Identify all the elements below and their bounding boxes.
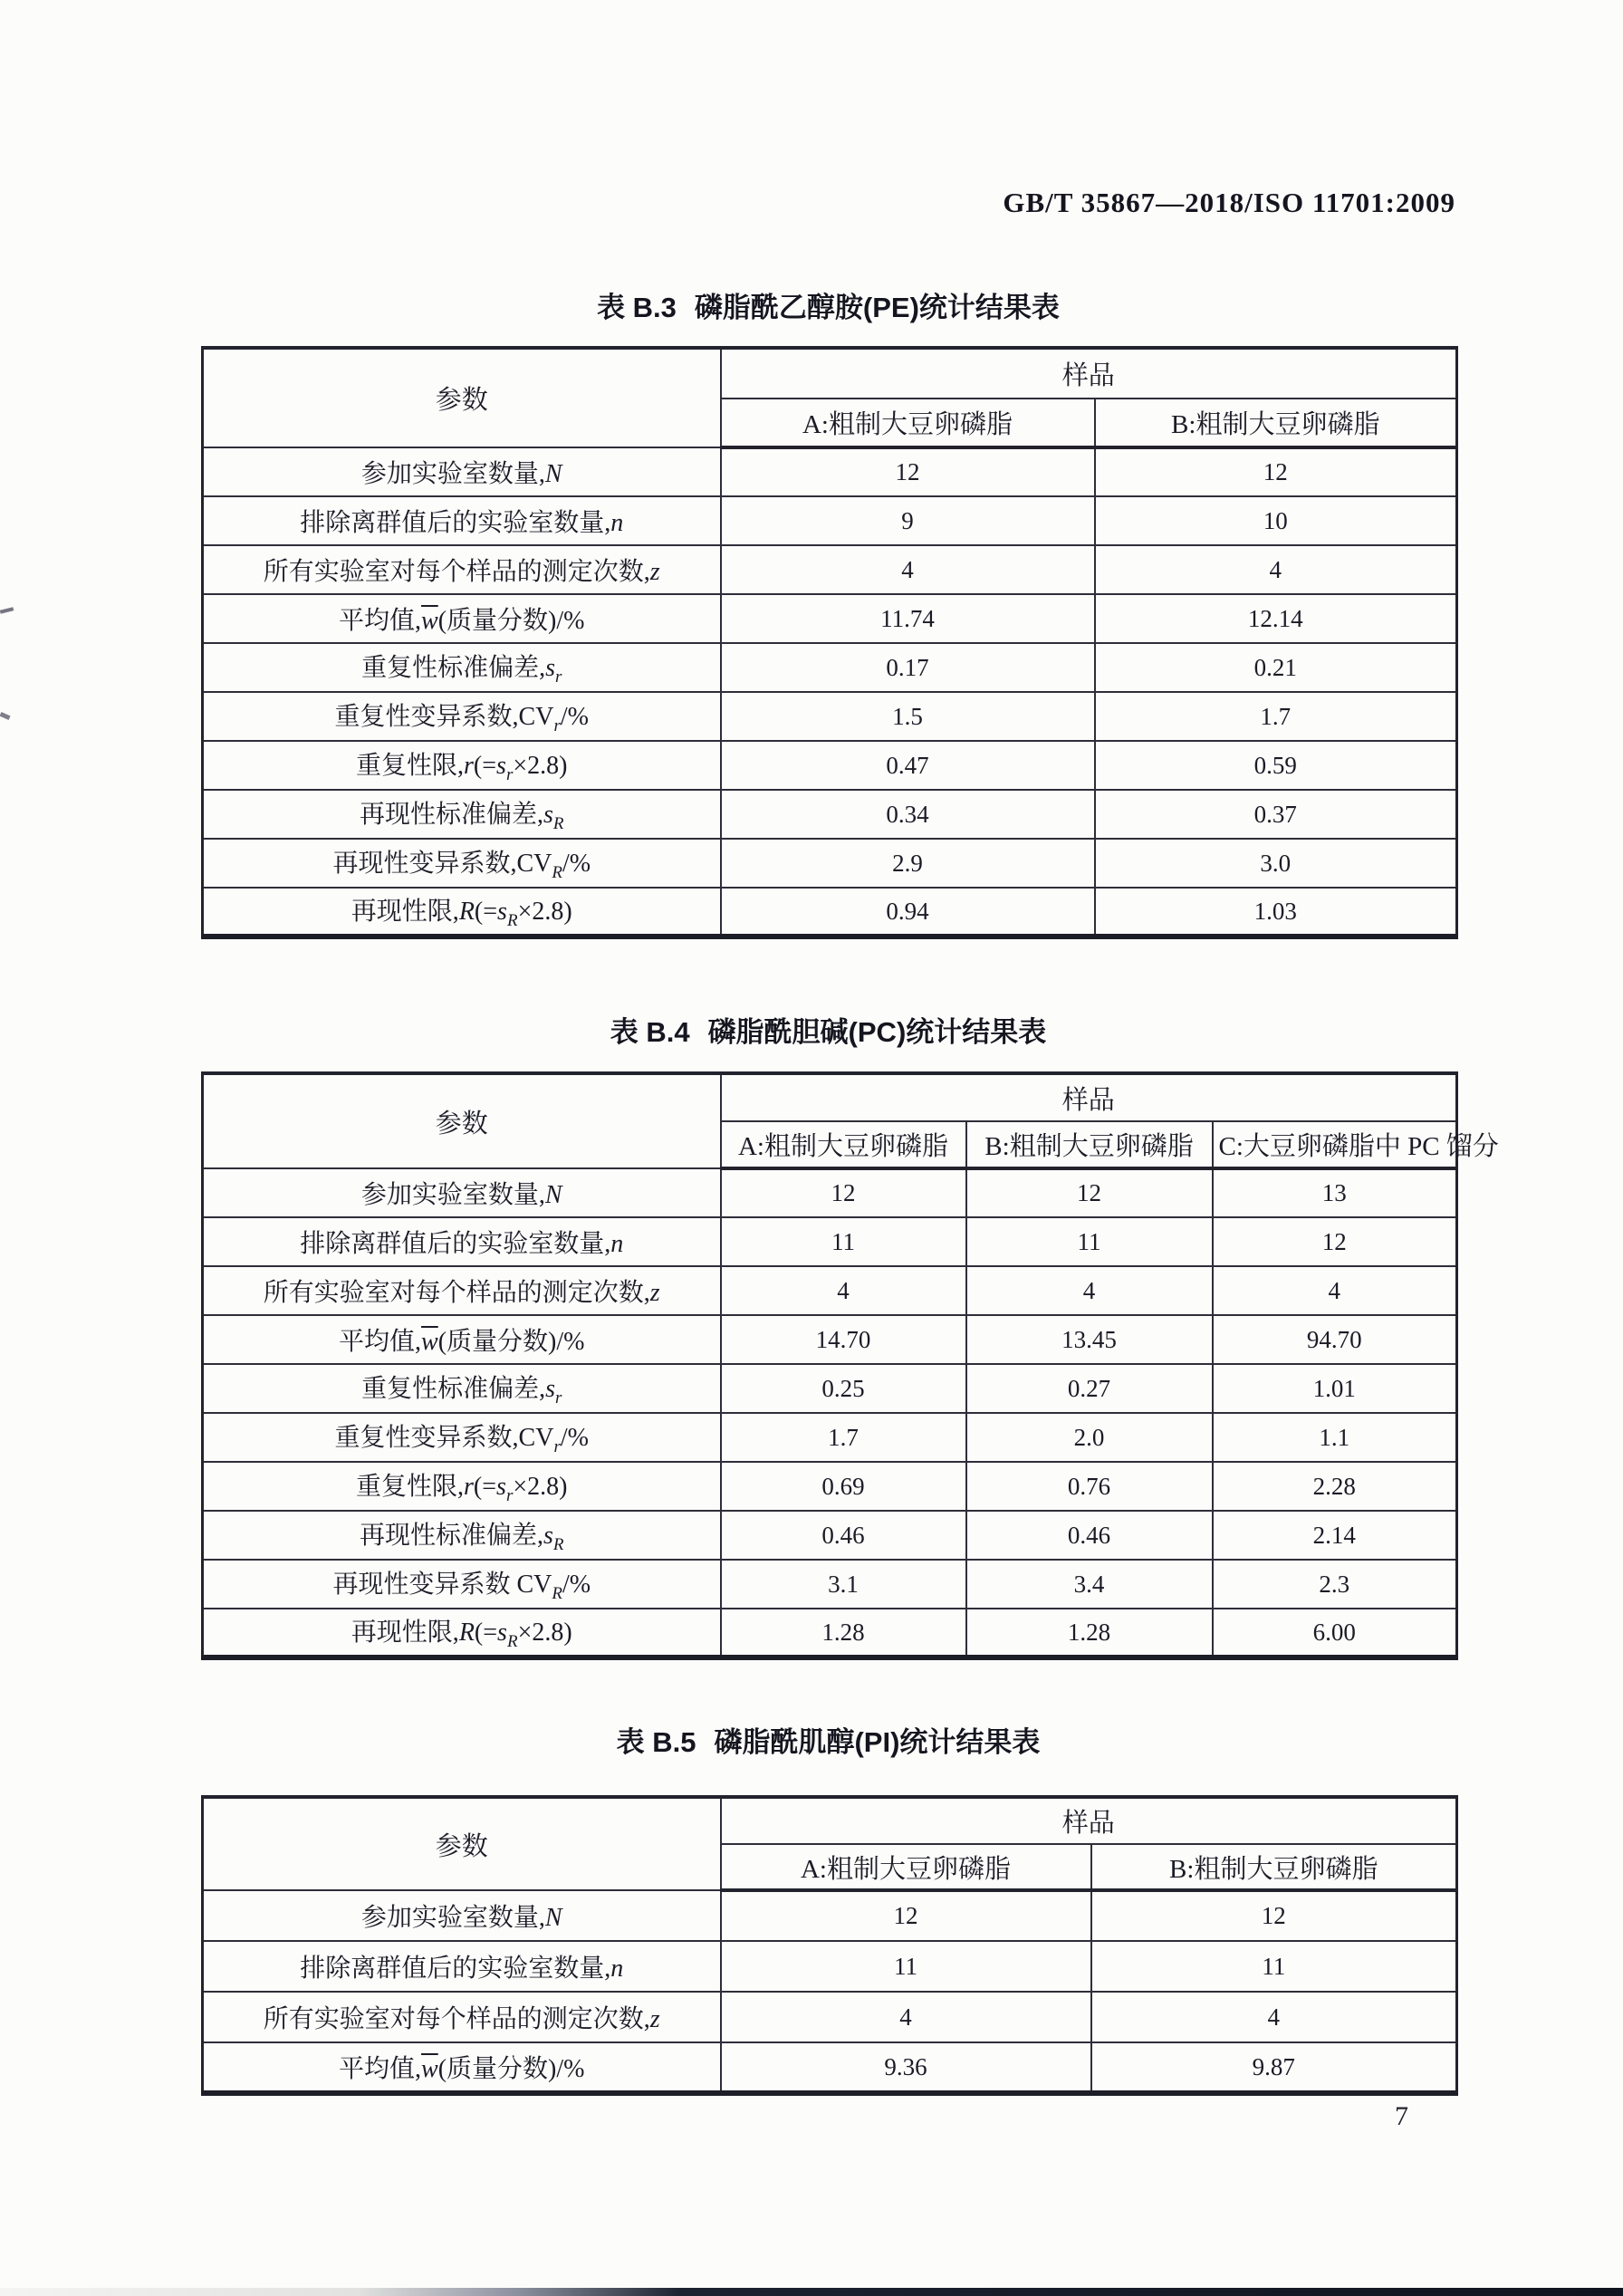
- table-row: [203, 1511, 1457, 1560]
- value-cell: 4: [1091, 1992, 1457, 2042]
- table-row: [203, 594, 1457, 643]
- sample-group-header-cell: 样品: [721, 1797, 1457, 1844]
- label-text-segment: ×2.8): [513, 1473, 568, 1501]
- label-text-segment: ×2.8): [513, 752, 568, 780]
- value-cell: 10: [1095, 496, 1457, 545]
- label-symbol-segment: r: [505, 765, 514, 784]
- table-row: [203, 1217, 1457, 1266]
- value-cell: 0.37: [1095, 790, 1457, 839]
- value-cell: 0.76: [966, 1462, 1213, 1511]
- label-text-segment: 重复性标准偏差,: [361, 1375, 546, 1403]
- value-cell: 1.7: [1095, 692, 1457, 741]
- table-row: [203, 1413, 1457, 1462]
- value-cell: 9.87: [1091, 2042, 1457, 2093]
- label-symbol-segment: n: [610, 1230, 624, 1258]
- value-cell: 11.74: [721, 594, 1095, 643]
- label-text-segment: 参加实验室数量,: [360, 1181, 545, 1209]
- value-cell: 1.7: [721, 1413, 966, 1462]
- value-cell: 13.45: [966, 1315, 1213, 1364]
- row-label-cell: [203, 1266, 721, 1315]
- label-symbol-segment: N: [544, 460, 562, 488]
- label-text-segment: 重复性限,: [356, 752, 465, 780]
- param-header-cell: 参数: [203, 348, 721, 447]
- column-header-cell: A:粗制大豆卵磷脂: [721, 1121, 966, 1168]
- row-label-cell: [203, 1413, 721, 1462]
- label-symbol-segment: n: [610, 1955, 624, 1983]
- label-text-segment: /%: [560, 1424, 589, 1452]
- label-text-segment: 所有实验室对每个样品的测定次数,: [263, 2005, 650, 2033]
- value-cell: 2.14: [1213, 1511, 1457, 1560]
- table-b5-title-label: 表 B.5: [616, 1726, 696, 1758]
- value-cell: 12: [721, 447, 1095, 496]
- label-symbol-segment: $\overline{w}$: [421, 1328, 438, 1356]
- label-text-segment: 排除离群值后的实验室数量,: [300, 1955, 611, 1983]
- value-cell: 9.36: [721, 2042, 1091, 2093]
- value-cell: 3.1: [721, 1560, 966, 1609]
- label-text-segment: 重复性标准偏差,: [361, 654, 546, 682]
- table-row: [203, 1609, 1457, 1657]
- value-cell: 12.14: [1095, 594, 1457, 643]
- table-row: [203, 1315, 1457, 1364]
- label-text-segment: 重复性变异系数,CV: [334, 1424, 554, 1452]
- scan-artifact-mark: [0, 607, 14, 614]
- table-row: [203, 1560, 1457, 1609]
- row-label-cell: [203, 496, 721, 545]
- label-symbol-segment: R: [458, 898, 475, 926]
- label-symbol-segment: s: [543, 801, 553, 829]
- label-symbol-segment: z: [649, 558, 660, 586]
- value-cell: 0.25: [721, 1364, 966, 1413]
- table-row: [203, 1266, 1457, 1315]
- label-text-segment: (质量分数)/%: [437, 607, 585, 635]
- sample-group-header-cell: 样品: [721, 348, 1457, 399]
- value-cell: 1.5: [721, 692, 1095, 741]
- row-label-cell: [203, 2042, 721, 2093]
- table-b3-title-text: 磷脂酰乙醇胺(PE)统计结果表: [694, 292, 1060, 323]
- value-cell: 1.01: [1213, 1364, 1457, 1413]
- value-cell: 4: [721, 1992, 1091, 2042]
- value-cell: 1.28: [721, 1609, 966, 1657]
- table-row: [203, 2042, 1457, 2093]
- table-row: [203, 545, 1457, 594]
- label-symbol-segment: z: [649, 1279, 660, 1307]
- row-label-cell: [203, 692, 721, 741]
- row-label-cell: [203, 839, 721, 888]
- label-symbol-segment: z: [649, 2005, 660, 2033]
- value-cell: 0.17: [721, 643, 1095, 692]
- label-symbol-segment: R: [552, 1584, 562, 1603]
- value-cell: 4: [721, 545, 1095, 594]
- value-cell: 13: [1213, 1168, 1457, 1217]
- label-text-segment: ×2.8): [517, 1619, 572, 1647]
- label-symbol-segment: $\overline{w}$: [421, 607, 438, 635]
- value-cell: 0.46: [966, 1511, 1213, 1560]
- value-cell: 1.1: [1213, 1413, 1457, 1462]
- label-text-segment: /%: [560, 703, 589, 731]
- standard-number-header: GB/T 35867—2018/ISO 11701:2009: [1003, 187, 1455, 218]
- value-cell: 12: [966, 1168, 1213, 1217]
- table-b4-grid: [201, 1071, 1499, 1660]
- value-cell: 4: [721, 1266, 966, 1315]
- table-b5: [201, 1795, 1458, 2096]
- row-label-cell: [203, 1315, 721, 1364]
- scan-edge-shadow: [0, 2288, 1623, 2296]
- label-symbol-segment: r: [464, 1473, 474, 1501]
- value-cell: 0.59: [1095, 741, 1457, 790]
- row-label-cell: [203, 447, 721, 496]
- value-cell: 11: [721, 1941, 1091, 1992]
- row-label-cell: [203, 1560, 721, 1609]
- value-cell: 12: [1095, 447, 1457, 496]
- value-cell: 3.4: [966, 1560, 1213, 1609]
- label-symbol-segment: R: [552, 1535, 564, 1554]
- row-label-cell: [203, 1511, 721, 1560]
- value-cell: 3.0: [1095, 839, 1457, 888]
- value-cell: 12: [721, 1168, 966, 1217]
- label-text-segment: (质量分数)/%: [437, 2055, 585, 2083]
- row-label-cell: [203, 741, 721, 790]
- label-symbol-segment: n: [610, 509, 624, 537]
- table-b4: [201, 1071, 1499, 1660]
- label-text-segment: (质量分数)/%: [437, 1328, 585, 1356]
- value-cell: 9: [721, 496, 1095, 545]
- label-symbol-segment: s: [496, 1473, 506, 1501]
- label-text-segment: 再现性标准偏差,: [359, 1522, 543, 1550]
- table-b4-title: [201, 1009, 1455, 1050]
- column-header-cell: B:粗制大豆卵磷脂: [1091, 1844, 1457, 1890]
- label-text-segment: 平均值,: [339, 1328, 422, 1356]
- value-cell: 0.47: [721, 741, 1095, 790]
- label-symbol-segment: s: [545, 654, 555, 682]
- value-cell: 6.00: [1213, 1609, 1457, 1657]
- table-row: [203, 1992, 1457, 2042]
- table-b3: [201, 346, 1458, 939]
- label-text-segment: (=: [474, 898, 498, 926]
- value-cell: 0.34: [721, 790, 1095, 839]
- label-text-segment: ×2.8): [517, 898, 572, 926]
- label-text-segment: 所有实验室对每个样品的测定次数,: [263, 558, 650, 586]
- table-row: [203, 741, 1457, 790]
- table-b3-grid: [201, 346, 1458, 939]
- row-label-cell: [203, 1462, 721, 1511]
- sample-group-header-cell: 样品: [721, 1073, 1457, 1121]
- value-cell: 0.27: [966, 1364, 1213, 1413]
- label-text-segment: 参加实验室数量,: [360, 1904, 545, 1932]
- label-symbol-segment: $\overline{w}$: [421, 2055, 438, 2083]
- table-row: [203, 1941, 1457, 1992]
- label-text-segment: 再现性变异系数,CV: [332, 850, 552, 878]
- table-b5-title-text: 磷脂酰肌醇(PI)统计结果表: [714, 1726, 1041, 1758]
- label-text-segment: 重复性限,: [356, 1473, 465, 1501]
- table-row: [203, 643, 1457, 692]
- value-cell: 14.70: [721, 1315, 966, 1364]
- label-text-segment: 排除离群值后的实验室数量,: [300, 1230, 611, 1258]
- label-text-segment: /%: [562, 1571, 591, 1599]
- label-symbol-segment: R: [552, 814, 564, 833]
- column-header-cell: B:粗制大豆卵磷脂: [966, 1121, 1213, 1168]
- scan-artifact-mark: [0, 712, 11, 720]
- value-cell: 1.28: [966, 1609, 1213, 1657]
- label-text-segment: 排除离群值后的实验室数量,: [300, 509, 611, 537]
- label-symbol-segment: r: [464, 752, 474, 780]
- row-label-cell: [203, 1890, 721, 1941]
- label-text-segment: 重复性变异系数,CV: [334, 703, 554, 731]
- table-b4-title-label: 表 B.4: [610, 1016, 690, 1048]
- row-label-cell: [203, 1609, 721, 1657]
- label-symbol-segment: R: [458, 1619, 475, 1647]
- value-cell: 94.70: [1213, 1315, 1457, 1364]
- table-row: [203, 1168, 1457, 1217]
- label-text-segment: 平均值,: [339, 2055, 422, 2083]
- table-row: [203, 1890, 1457, 1941]
- table-b5-title: [201, 1719, 1455, 1760]
- label-text-segment: 参加实验室数量,: [360, 460, 545, 488]
- label-symbol-segment: r: [555, 1388, 562, 1407]
- table-row: [203, 496, 1457, 545]
- label-text-segment: 再现性变异系数 CV: [332, 1571, 552, 1599]
- label-symbol-segment: R: [506, 911, 518, 930]
- table-row: [203, 888, 1457, 937]
- value-cell: 2.3: [1213, 1560, 1457, 1609]
- row-label-cell: [203, 1364, 721, 1413]
- label-text-segment: 再现性限,: [351, 898, 459, 926]
- label-symbol-segment: R: [552, 863, 562, 882]
- row-label-cell: [203, 1217, 721, 1266]
- value-cell: 4: [966, 1266, 1213, 1315]
- label-symbol-segment: N: [544, 1181, 562, 1209]
- row-label-cell: [203, 1941, 721, 1992]
- label-text-segment: 再现性标准偏差,: [359, 801, 543, 829]
- column-header-cell: A:粗制大豆卵磷脂: [721, 1844, 1091, 1890]
- table-row: [203, 447, 1457, 496]
- column-header-cell: A:粗制大豆卵磷脂: [721, 399, 1095, 447]
- column-header-cell: B:粗制大豆卵磷脂: [1095, 399, 1457, 447]
- label-symbol-segment: r: [505, 1486, 514, 1505]
- table-row: [203, 790, 1457, 839]
- label-symbol-segment: r: [553, 1437, 561, 1456]
- label-symbol-segment: r: [555, 668, 562, 687]
- table-b3-title-label: 表 B.3: [597, 292, 677, 323]
- table-b5-grid: [201, 1795, 1458, 2096]
- value-cell: 12: [721, 1890, 1091, 1941]
- row-label-cell: [203, 1168, 721, 1217]
- value-cell: 2.28: [1213, 1462, 1457, 1511]
- label-text-segment: 平均值,: [339, 607, 422, 635]
- value-cell: 12: [1091, 1890, 1457, 1941]
- label-text-segment: 再现性限,: [351, 1619, 459, 1647]
- label-text-segment: 所有实验室对每个样品的测定次数,: [263, 1279, 650, 1307]
- row-label-cell: [203, 888, 721, 937]
- row-label-cell: [203, 545, 721, 594]
- label-text-segment: (=: [474, 1619, 498, 1647]
- value-cell: 2.0: [966, 1413, 1213, 1462]
- table-row: [203, 1364, 1457, 1413]
- label-symbol-segment: r: [553, 716, 561, 735]
- value-cell: 2.9: [721, 839, 1095, 888]
- row-label-cell: [203, 1992, 721, 2042]
- table-row: [203, 1462, 1457, 1511]
- label-symbol-segment: s: [496, 752, 506, 780]
- param-header-cell: 参数: [203, 1797, 721, 1890]
- page-number: 7: [1395, 2101, 1408, 2131]
- label-symbol-segment: s: [545, 1375, 555, 1403]
- param-header-cell: 参数: [203, 1073, 721, 1168]
- label-symbol-segment: s: [497, 898, 507, 926]
- value-cell: 12: [1213, 1217, 1457, 1266]
- value-cell: 0.69: [721, 1462, 966, 1511]
- label-text-segment: (=: [473, 752, 497, 780]
- label-symbol-segment: s: [497, 1619, 507, 1647]
- table-row: [203, 839, 1457, 888]
- label-text-segment: /%: [562, 850, 591, 878]
- label-symbol-segment: N: [544, 1904, 562, 1932]
- row-label-cell: [203, 790, 721, 839]
- value-cell: 0.94: [721, 888, 1095, 937]
- value-cell: 11: [966, 1217, 1213, 1266]
- value-cell: 1.03: [1095, 888, 1457, 937]
- value-cell: 0.21: [1095, 643, 1457, 692]
- table-b4-title-text: 磷脂酰胆碱(PC)统计结果表: [707, 1016, 1047, 1048]
- column-header-cell: C:大豆卵磷脂中 PC 馏分: [1213, 1121, 1457, 1168]
- label-text-segment: (=: [473, 1473, 497, 1501]
- value-cell: 4: [1213, 1266, 1457, 1315]
- row-label-cell: [203, 594, 721, 643]
- label-symbol-segment: s: [543, 1522, 553, 1550]
- label-symbol-segment: R: [506, 1632, 518, 1651]
- value-cell: 0.46: [721, 1511, 966, 1560]
- table-row: [203, 692, 1457, 741]
- value-cell: 11: [721, 1217, 966, 1266]
- value-cell: 4: [1095, 545, 1457, 594]
- row-label-cell: [203, 643, 721, 692]
- value-cell: 11: [1091, 1941, 1457, 1992]
- table-b3-title: [201, 284, 1455, 325]
